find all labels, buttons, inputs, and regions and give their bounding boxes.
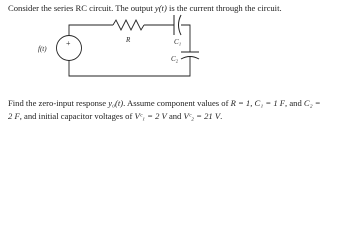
conditions-text-and: and	[166, 111, 184, 121]
question-sep-2: , and	[285, 98, 304, 108]
vc2-value: Vᶜ₂ = 21 V	[183, 111, 221, 121]
c1-value: C₁ = 1 F	[254, 98, 286, 108]
resistor-value: R = 1	[230, 98, 251, 108]
wire-c1-to-c2	[181, 25, 190, 52]
capacitor1-label: C₁	[174, 38, 182, 46]
conditions-text-end: .	[220, 111, 223, 121]
conditions-text-1: , and initial capacitor voltages of	[19, 111, 135, 121]
c2-value-start: C₂ =	[303, 98, 321, 108]
resistor	[113, 20, 144, 30]
question-sep-1: ,	[250, 98, 255, 108]
question-text-1: Find the zero-input response	[8, 98, 109, 108]
output-symbol: y(t)	[154, 3, 167, 13]
source-plus-sign: +	[66, 39, 71, 48]
capacitor2-label: C₂	[171, 55, 179, 63]
c2-value-end: 2 F	[8, 111, 20, 121]
problem-initial-conditions	[8, 111, 222, 121]
zero-input-symbol: y₀(t)	[108, 98, 124, 108]
intro-text-1: Consider the series RC circuit. The output	[8, 3, 155, 13]
vc1-value: Vᶜ₁ = 2 V	[134, 111, 167, 121]
question-text-2: . Assume component values of	[123, 98, 231, 108]
capacitor1-plate-right	[179, 15, 182, 35]
problem-question	[8, 98, 321, 108]
source-label: f(t)	[38, 45, 47, 53]
resistor-label: R	[126, 36, 131, 44]
intro-text-2: is the current through the circuit.	[166, 3, 282, 13]
wire-source-top	[69, 25, 113, 36]
